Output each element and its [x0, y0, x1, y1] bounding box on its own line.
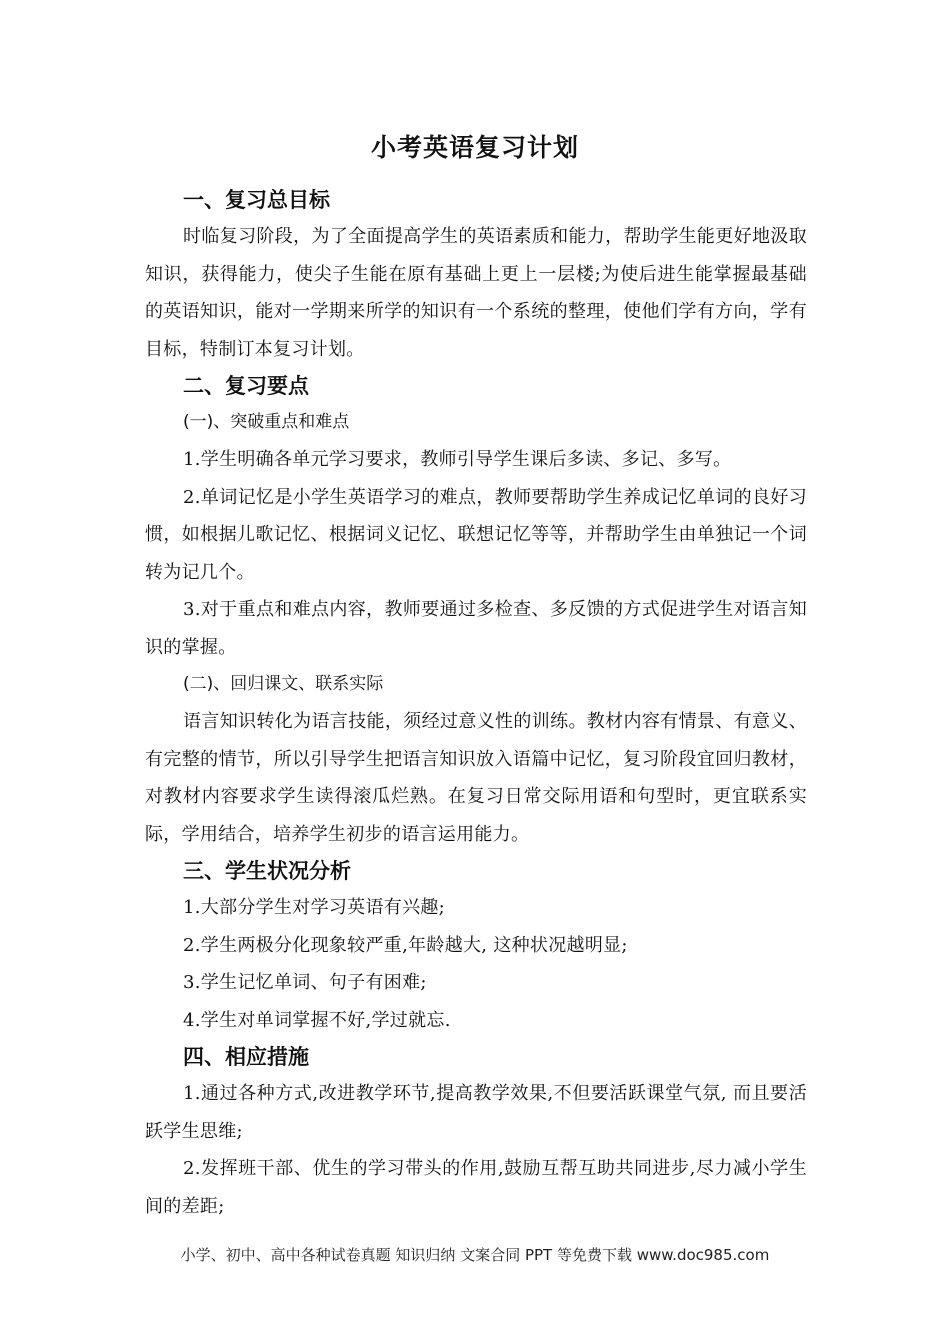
document-body	[145, 182, 807, 1225]
section-heading: 三、学生状况分析	[183, 859, 351, 883]
paragraph: 语言知识转化为语言技能，须经过意义性的训练。教材内容有情景、有意义、有完整的情节，所以引导学生把语言知识放入语篇中记忆，复习阶段宜回归教材，对教材内容要求学生读得滚瓜烂熟。在复习日常交际用语和句型时，更宜联系实际，学用结合，培养学生初步的语言运用能力。	[145, 711, 807, 845]
section-review-goal	[145, 182, 807, 368]
section-heading: 一、复习总目标	[183, 188, 330, 212]
paragraph: 时临复习阶段，为了全面提高学生的英语素质和能力，帮助学生能更好地汲取知识，获得能力，使尖子生能在原有基础上更上一层楼;为使后进生能掌握最基础的英语知识，能对一学期来所学的知识有一个系统的整理，使他们学有方向，学有目标，特制订本复习计划。	[145, 226, 807, 360]
paragraph: 2.单词记忆是小学生英语学习的难点，教师要帮助学生养成记忆单词的良好习惯，如根据儿歌记忆、根据词义记忆、联想记忆等等，并帮助学生由单独记一个词转为记几个。	[145, 486, 807, 583]
page-title: 小考英语复习计划	[370, 133, 579, 162]
list-item: 2.学生两极分化现象较严重,年龄越大, 这种状况越明显;	[183, 934, 628, 956]
subsection-heading: (一)、突破重点和难点	[183, 412, 350, 432]
list-item: 1.大部分学生对学习英语有兴趣;	[183, 897, 446, 918]
list-item: 1.通过各种方式,改进教学环节,提高教学效果,不但要活跃课堂气氛, 而且要活跃学生思维;	[145, 1083, 807, 1142]
section-heading: 四、相应措施	[183, 1045, 309, 1069]
subsection-heading: (二)、回归课文、联系实际	[183, 674, 384, 694]
section-review-points	[145, 368, 807, 853]
list-item: 3.学生记忆单词、句子有困难;	[183, 972, 427, 993]
list-item: 2.发挥班干部、优生的学习带头的作用,鼓励互帮互助共同进步,尽力减小学生间的差距;	[145, 1158, 807, 1217]
paragraph: 3.对于重点和难点内容，教师要通过多检查、多反馈的方式促进学生对语言知识的掌握。	[145, 599, 807, 658]
paragraph: 1.学生明确各单元学习要求，教师引导学生课后多读、多记、多写。	[183, 449, 732, 470]
section-heading: 二、复习要点	[183, 374, 309, 398]
section-measures	[145, 1039, 807, 1225]
page-footer: 小学、初中、高中各种试卷真题 知识归纳 文案合同 PPT 等免费下载 www.doc985.com	[180, 1246, 770, 1264]
list-item: 4.学生对单词掌握不好,学过就忘.	[183, 1009, 451, 1031]
section-student-analysis	[145, 853, 807, 1039]
